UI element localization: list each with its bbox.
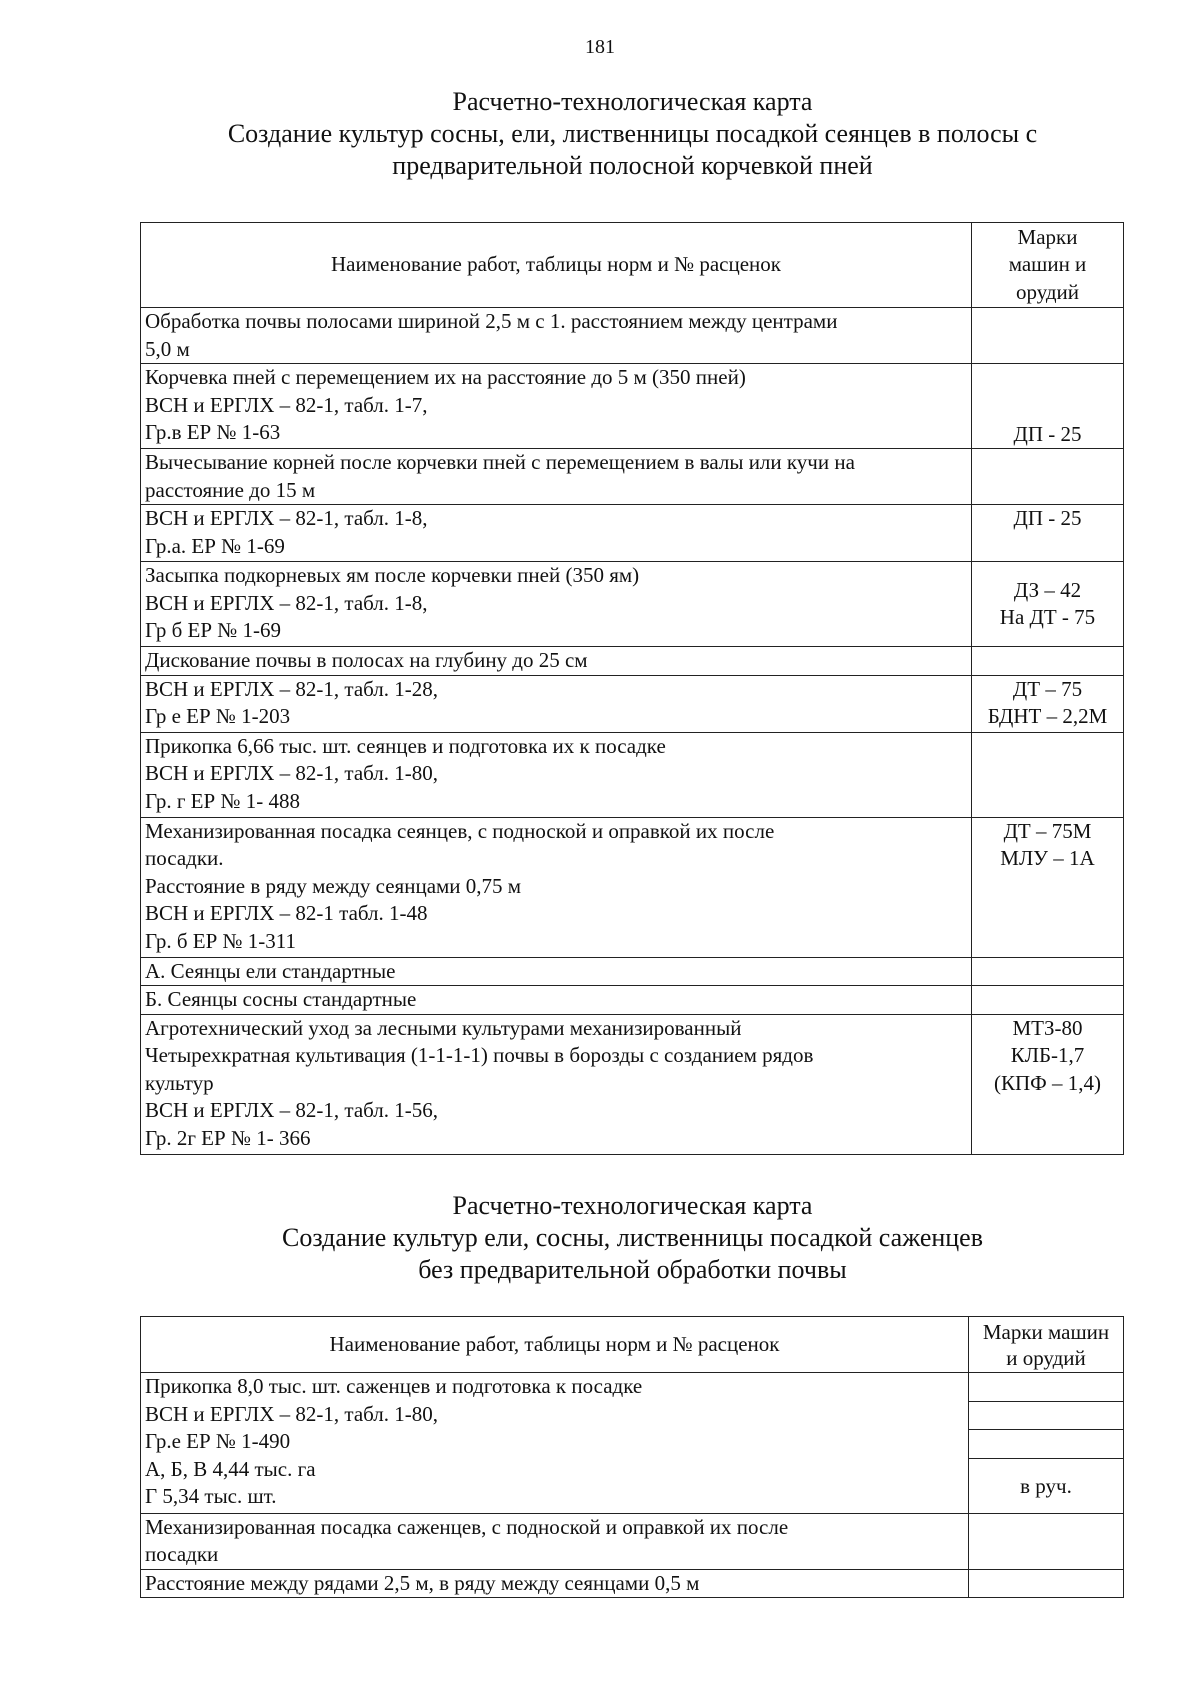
text-line: ВСН и ЕРГЛХ – 82-1, табл. 1-7, (145, 392, 428, 417)
machines-cell (972, 647, 1124, 676)
text-line: Прикопка 8,0 тыс. шт. саженцев и подготовка к посадке (145, 1374, 643, 1398)
text-line: Г 5,34 тыс. шт. (145, 1484, 277, 1508)
text-line: БДНТ – 2,2М (987, 704, 1108, 728)
machines-cell (972, 449, 1124, 505)
text-line: МТЗ-80 (1012, 1015, 1083, 1040)
text-line: Гр. 2г ЕР № 1- 366 (145, 1125, 311, 1150)
page-number: 181 (585, 36, 615, 58)
work-cell (141, 1373, 969, 1514)
machines-cell (972, 957, 1124, 986)
work-cell (141, 817, 972, 957)
work-column-header: Наименование работ, таблицы норм и № расценок (141, 223, 972, 308)
map2-table (140, 1316, 1124, 1598)
table-header-row (141, 223, 1124, 308)
table-row (141, 1014, 1124, 1154)
work-cell (141, 986, 972, 1015)
machines-cell (972, 1014, 1124, 1154)
text-line: 5,0 м (145, 336, 190, 361)
text-line: Обработка почвы полосами шириной 2,5 м с 1. расстоянием между центрами (145, 309, 838, 333)
text-line: Засыпка подкорневых ям после корчевки пней (350 ям) (145, 563, 640, 587)
text-line: Расстояние между рядами 2,5 м, в ряду между сеянцами 0,5 м (145, 1570, 700, 1595)
text-line: Гр.в ЕР № 1-63 (145, 420, 281, 444)
table-row (141, 505, 1124, 562)
text-line: ВСН и ЕРГЛХ – 82-1, табл. 1-80, (145, 761, 439, 785)
table-row (141, 957, 1124, 986)
work-cell (141, 1014, 972, 1154)
text-line: посадки (145, 1542, 219, 1566)
text-line: Дискование почвы в полосах на глубину до 25 см (145, 648, 588, 672)
machines-column-header: Марки машин и орудий (972, 223, 1124, 308)
text-line: культур (145, 1070, 214, 1095)
text-line: ДП - 25 (1013, 421, 1082, 446)
text-line: ВСН и ЕРГЛХ – 82-1, табл. 1-28, (145, 676, 439, 701)
text-line: Агротехнический уход за лесными культурами механизированный (145, 1015, 742, 1040)
machines-cell (969, 1513, 1124, 1569)
table-row (141, 986, 1124, 1015)
text-line: расстояние до 15 м (145, 477, 316, 502)
machines-cell (969, 1373, 1124, 1514)
work-cell (141, 957, 972, 986)
text-line: ВСН и ЕРГЛХ – 82-1, табл. 1-8, (145, 590, 428, 615)
work-cell (141, 675, 972, 732)
text-line: ВСН и ЕРГЛХ – 82-1, табл. 1-56, (145, 1098, 439, 1122)
machines-cell (972, 364, 1124, 449)
map2-title-line: Расчетно-технологическая карта (452, 1191, 813, 1220)
table-row (141, 675, 1124, 732)
text-line: ДТ – 75М (1003, 818, 1092, 843)
map1-title-line: Создание культур сосны, ели, лиственницы посадкой сеянцев в полосы с (227, 119, 1038, 148)
table-row (141, 308, 1124, 364)
text-line: ДП - 25 (1013, 506, 1082, 530)
map1-title-line: предварительной полосной корчевкой пней (392, 151, 873, 180)
table-row (141, 817, 1124, 957)
map1-title (0, 86, 1200, 182)
text-line: Гр.е ЕР № 1-490 (145, 1429, 291, 1453)
text-line: ВСН и ЕРГЛХ – 82-1, табл. 1-80, (145, 1401, 439, 1426)
text-line: Вычесывание корней после корчевки пней с перемещением в валы или кучи на (145, 450, 855, 474)
work-column-header: Наименование работ, таблицы норм и № расценок (141, 1317, 969, 1373)
map2-title (0, 1190, 1200, 1286)
machines-cell (972, 308, 1124, 364)
table-row (141, 1373, 1124, 1514)
work-cell (141, 449, 972, 505)
text-line: Прикопка 6,66 тыс. шт. сеянцев и подготовка их к посадке (145, 733, 666, 758)
table-row (141, 732, 1124, 817)
text-line: КЛБ-1,7 (1010, 1043, 1085, 1067)
machines-subcell (969, 1430, 1123, 1459)
text-line: Четырехкратная культивация (1-1-1-1) почвы в борозды с созданием рядов (145, 1043, 814, 1067)
work-cell (141, 1513, 969, 1569)
machines-cell (972, 817, 1124, 957)
map2-title-line: без предварительной обработки почвы (418, 1255, 847, 1284)
text-line: ВСН и ЕРГЛХ – 82-1 табл. 1-48 (145, 901, 428, 925)
machines-subcell (969, 1402, 1123, 1431)
text-line: Механизированная посадка саженцев, с подноской и оправкой их после (145, 1514, 789, 1539)
text-line: ВСН и ЕРГЛХ – 82-1, табл. 1-8, (145, 506, 428, 530)
machines-cell (972, 986, 1124, 1015)
text-line: (КПФ – 1,4) (994, 1070, 1101, 1095)
text-line: А. Сеянцы ели стандартные (145, 958, 396, 983)
work-cell (141, 562, 972, 647)
machines-cell (972, 675, 1124, 732)
text-line: МЛУ – 1А (1000, 846, 1095, 870)
machines-cell (969, 1569, 1124, 1598)
machines-cell (972, 732, 1124, 817)
text-line: Б. Сеянцы сосны стандартные (145, 987, 417, 1011)
table-row (141, 647, 1124, 676)
table-row (141, 364, 1124, 449)
work-cell (141, 647, 972, 676)
text-line: Механизированная посадка сеянцев, с подноской и оправкой их после (145, 818, 775, 843)
text-line: ДЗ – 42 (1013, 577, 1082, 602)
text-line: На ДТ - 75 (999, 605, 1096, 629)
table-row (141, 449, 1124, 505)
text-line: Гр.а. ЕР № 1-69 (145, 533, 285, 558)
text-line: посадки. (145, 846, 224, 870)
work-cell (141, 308, 972, 364)
machines-column-header: Марки машин и орудий (969, 1317, 1124, 1373)
table-row (141, 1513, 1124, 1569)
work-cell (141, 732, 972, 817)
table-row (141, 562, 1124, 647)
text-line: Гр б ЕР № 1-69 (145, 618, 282, 642)
machines-subcell (969, 1373, 1123, 1402)
work-cell (141, 1569, 969, 1598)
work-cell (141, 364, 972, 449)
text-line: ДТ – 75 (1012, 676, 1083, 701)
text-line: Гр. г ЕР № 1- 488 (145, 788, 300, 813)
machines-cell (972, 505, 1124, 562)
text-line: Гр е ЕР № 1-203 (145, 704, 291, 728)
text-line: Гр. б ЕР № 1-311 (145, 928, 297, 953)
table-row (141, 1569, 1124, 1598)
text-line: Корчевка пней с перемещением их на расстояние до 5 м (350 пней) (145, 365, 746, 389)
map1-table (140, 222, 1124, 1155)
machines-cell (972, 562, 1124, 647)
work-cell (141, 505, 972, 562)
text-line: А, Б, В 4,44 тыс. га (145, 1456, 316, 1481)
text-line: Расстояние в ряду между сеянцами 0,75 м (145, 873, 522, 898)
machines-subcell: в руч. (1020, 1473, 1072, 1498)
map1-title-line: Расчетно-технологическая карта (452, 87, 813, 116)
table-header-row (141, 1317, 1124, 1373)
map2-title-line: Создание культур ели, сосны, лиственницы посадкой саженцев (282, 1223, 983, 1252)
